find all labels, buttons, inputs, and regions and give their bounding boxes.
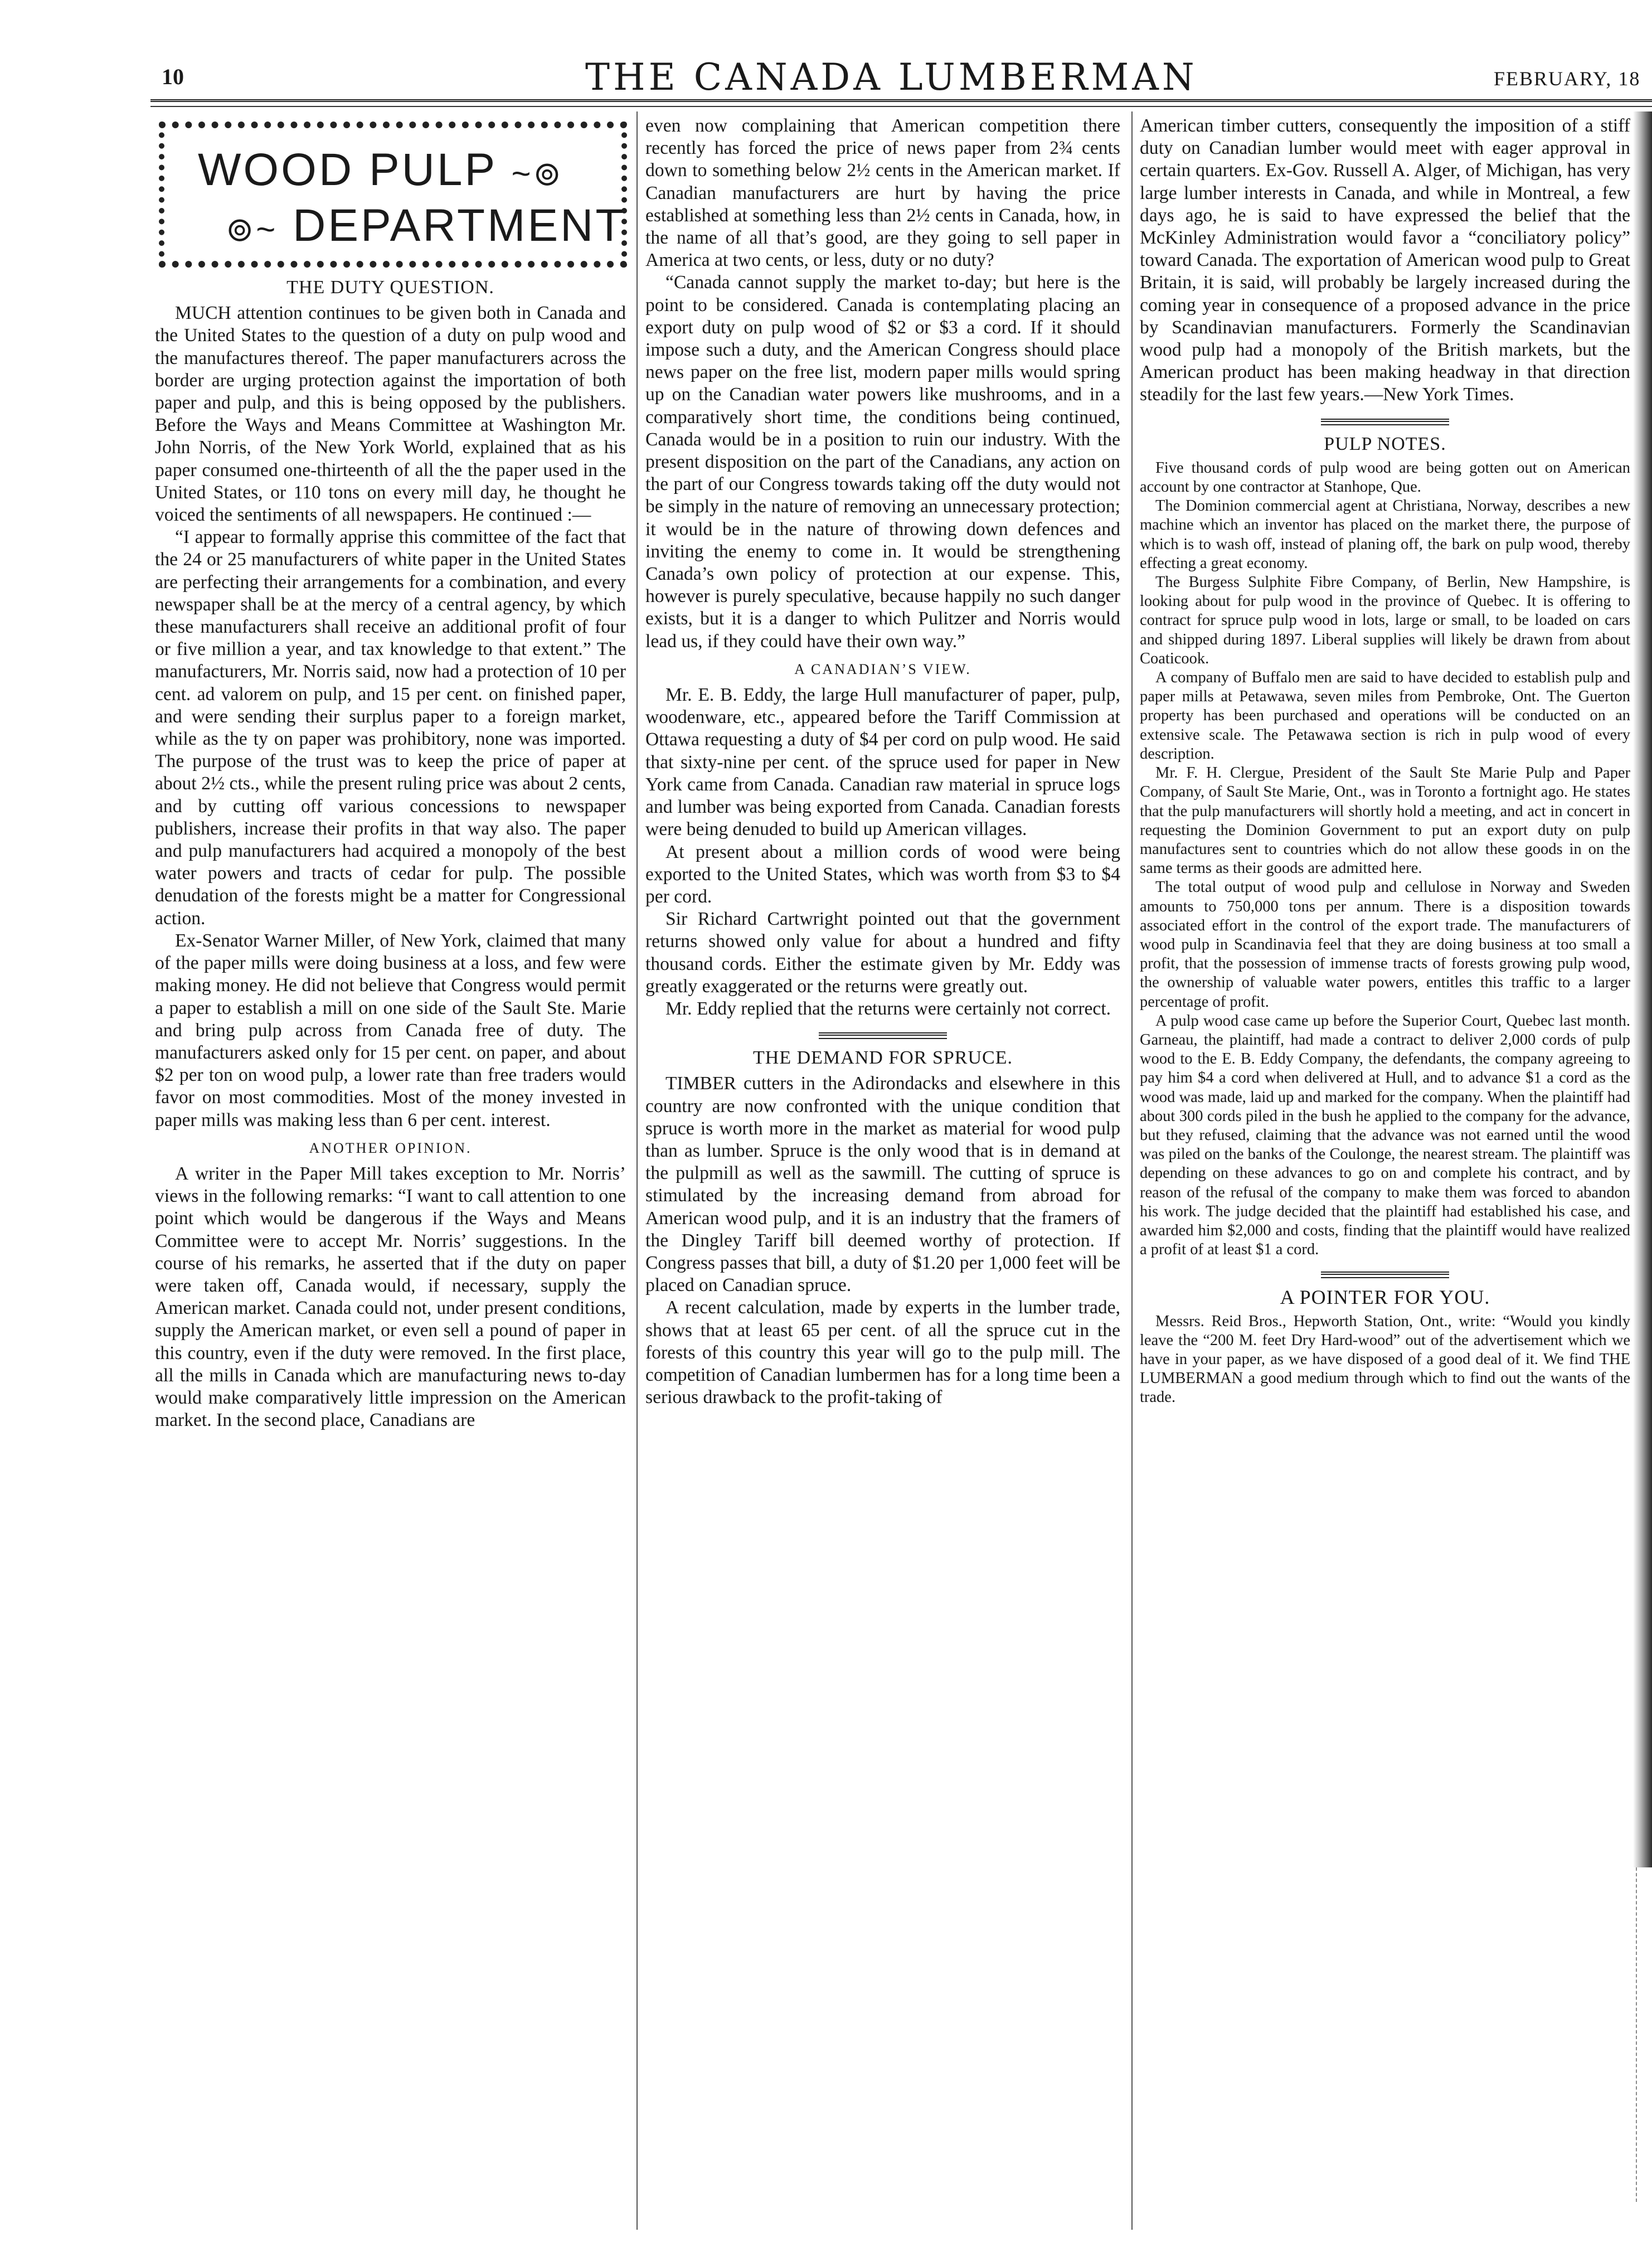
section-separator bbox=[1321, 419, 1449, 425]
column-rule-2 bbox=[1131, 111, 1133, 2230]
paragraph: MUCH attention continues to be given both in Canada and the United States to the question of a duty on pulp wood and the manufactures thereof. The paper manufacturers across the border are urging protection against the importation of both paper and pulp, and this is being opposed by the publishers. Before the Ways and Means Committee at Washington Mr. John Norris, of the New York World, explained that as his paper consumed one-thirteenth of all the the paper used in the United States, or 110 tons on every mill day, he thought he voiced the sentiments of all newspapers. He continued :— bbox=[155, 303, 626, 526]
masthead-rule bbox=[150, 99, 1652, 102]
department-title-line2: DEPARTMENT bbox=[293, 200, 626, 251]
article-heading-pulp-notes: PULP NOTES. bbox=[1324, 433, 1446, 454]
list-item: A pulp wood case came up before the Superior Court, Quebec last month. Garneau, the plaintiff, had made a contract to deliver 2,000 cords of pulp wood to the E. B. Eddy Company, the defendants, the company agreeing to pay him $4 a cord when delivered at Hull, and to advance $1 a cord as the wood was made, laid up and marked for the company. When the plaintiff had about 300 cords piled in the bush he applied to the company for the advance, but they refused, claiming that the advance was not earned until the wood was piled on the banks of the Coulonge, the nearest stream. The plaintiff was depending on these advances to go on and complete his contract, and by reason of the refusal of the company to make them was forced to abandon his work. The judge decided that the plaintiff had established his case, and awarded him $2,000 and costs, finding that the plaintiff would have realized a profit of at least $1 a cord. bbox=[1140, 1012, 1630, 1259]
page-edge-shadow bbox=[1633, 111, 1652, 1867]
pulp-notes-list bbox=[1140, 459, 1630, 1260]
section-separator bbox=[1321, 1272, 1449, 1278]
article-heading-duty-question: THE DUTY QUESTION. bbox=[286, 277, 494, 298]
paragraph: “I appear to formally apprise this committee of the fact that the 24 or 25 manufacturers of white paper in the United States are perfecting their arrangements for a combination, and every newspaper shall be at the mercy of a central agency, by which these manufacturers shall receive an additional profit of four or five million a year, and tax knowledge to that extent.” The manufacturers, Mr. Norris said, now had a protection of 10 per cent. ad valorem on pulp, and 15 per cent. on finished paper, and were sending their surplus paper to a foreign market, while as the ty on paper was prohibitory, none was imported. The purpose of the trust was to keep the price of paper at about 2½ cts., while the present ruling price was about 2 cents, and by cutting off various concessions to newspaper publishers, increase their profits in that way also. The paper and pulp manufacturers had acquired a monopoly of the best water powers and tracts of cedar for pulp. The possible denudation of the forests might be a matter for Congressional action. bbox=[155, 527, 626, 929]
page-number: 10 bbox=[162, 64, 184, 89]
list-item: A company of Buffalo men are said to have decided to establish pulp and paper mills at Petawawa, seven miles from Pembroke, Ont. The Guerton property has been purchased and operations will be conducted on an extensive scale. The Petawawa section is rich in pulp wood of every description. bbox=[1140, 669, 1630, 763]
subheading-canadians-view: A CANADIAN’S VIEW. bbox=[794, 661, 971, 677]
list-item: The Dominion commercial agent at Christiana, Norway, describes a new machine which an inventor has placed on the market there, the purpose of which is to wash off, instead of planing off, the bark on pulp wood, thereby effecting a great economy. bbox=[1140, 497, 1630, 572]
paragraph: even now complaining that American competition there recently has forced the price of news paper from 2¾ cents down to something below 2½ cents in the American market. If Canadian manufacturers are hurt by having the price established at something less than 2½ cents in Canada, how, in the name of all that’s good, are they going to sell paper in America at two cents, or less, duty or no duty? bbox=[645, 115, 1120, 271]
paragraph: Messrs. Reid Bros., Hepworth Station, Ont., write: “Would you kindly leave the “200 M. feet Dry Hard-wood” out of the advertisement which we have in your paper, as we have disposed of a good deal of it. We find THE LUMBERMAN a good medium through which to find out the wants of the trade. bbox=[1140, 1312, 1630, 1406]
list-item: The total output of wood pulp and cellulose in Norway and Sweden amounts to 750,000 tons per annum. There is a disposition towards associated effort in the control of the export trade. The manufacturers of wood pulp in Scandinavia feel that they are doing business at too small a profit, that the possession of immense tracts of forests growing pulp wood, the ownership of valuable water powers, entitles this traffic to a larger percentage of profit. bbox=[1140, 879, 1630, 1011]
paragraph: TIMBER cutters in the Adirondacks and elsewhere in this country are now confronted with the unique condition that spruce is worth more in the market as material for wood pulp than as lumber. Spruce is the only wood that is in demand at the pulpmill as well as the sawmill. The cutting of spruce is stimulated by the increasing demand from abroad for American wood pulp, and it is an industry that the framers of the Dingley Tariff bill deemed worthy of protection. If Congress passes that bill, a duty of $1.20 per 1,000 feet will be placed on Canadian spruce. bbox=[645, 1073, 1120, 1296]
column-2 bbox=[645, 115, 1120, 1409]
article-heading-pointer-for-you: A POINTER FOR YOU. bbox=[1280, 1286, 1490, 1309]
paragraph: Mr. E. B. Eddy, the large Hull manufacturer of paper, pulp, woodenware, etc., appeared before the Tariff Commission at Ottawa requesting a duty of $4 per cord on pulp wood. He said that sixty-nine per cent. of the spruce used for paper in New York came from Canada. Canadian raw material in spruce logs and lumber was being exported from Canada. Canadian forests were being denuded to build up American villages. bbox=[645, 685, 1120, 840]
paragraph: At present about a million cords of wood were being exported to the United States, which was worth from $3 to $4 per cord. bbox=[645, 841, 1120, 907]
flourish-ornament-left: ⊚~ bbox=[226, 211, 278, 248]
masthead bbox=[150, 56, 1652, 100]
masthead-rule-thin bbox=[150, 106, 1652, 107]
list-item: Five thousand cords of pulp wood are being gotten out on American account by one contractor at Stanhope, Que. bbox=[1140, 459, 1630, 496]
paragraph: “Canada cannot supply the market to-day; but here is the point to be considered. Canada is contemplating placing an export duty on pulp wood of $2 or $3 a cord. If it should impose such a duty, and the American Congress should place news paper on the free list, modern paper mills would spring up on the Canadian water powers like mushrooms, and in a comparatively short time, the conditions being continued, Canada would be in a position to ruin our industry. With the present disposition on the part of the Canadians, any action on the part of our Congress towards taking off the duty would not be simply in the nature of removing an unnecessary protection; it would be in the nature of throwing down defences and inviting the enemy to come in. It would be strengthening Canada’s own policy of protection at our expense. This, however is purely speculative, because happily no such danger exists, but it is a danger to which Pulitzer and Norris would lead us, if they could have their own way.” bbox=[645, 272, 1120, 652]
flourish-ornament-right: ~⊚ bbox=[511, 155, 563, 192]
paper-title: THE CANADA LUMBERMAN bbox=[585, 56, 1198, 99]
paragraph: A recent calculation, made by experts in the lumber trade, shows that at least 65 per cent. of all the spruce cut in the forests of this country this year will go to the pulp mill. The competition of Canadian lumbermen has for a long time been a serious drawback to the profit-taking of bbox=[645, 1297, 1120, 1408]
issue-date: FEBRUARY, 18 bbox=[1494, 67, 1641, 90]
paragraph: American timber cutters, consequently the imposition of a stiff duty on Canadian lumber would meet with eager approval in certain quarters. Ex-Gov. Russell A. Alger, of Michigan, has very large lumber interests in Canada, and while in Montreal, a few days ago, he is said to have expressed the belief that the McKinley Administration would favor a “conciliatory policy” toward Canada. The exportation of American wood pulp to Great Britain, it is said, will probably be largely increased during the coming year in consequence of a proposed advance in the price by Scandinavian manufacturers. Formerly the Scandinavian wood pulp had a monopoly of the British markets, but the American product has been making headway in that direction steadily for the last few years.—New York Times. bbox=[1140, 115, 1630, 405]
list-item: The Burgess Sulphite Fibre Company, of Berlin, New Hampshire, is looking about for pulp wood in the province of Quebec. It is offering to contract for spruce pulp wood in lots, large or small, to be loaded on cars and shipped during 1897. Liberal supplies will likely be drawn from about Coaticook. bbox=[1140, 574, 1630, 667]
department-title-line1: WOOD PULP bbox=[198, 144, 497, 195]
column-rule-1 bbox=[636, 111, 638, 2230]
paragraph: Ex-Senator Warner Miller, of New York, claimed that many of the paper mills were doing business at a loss, and few were making money. He did not believe that Congress would permit a paper to establish a mill on one side of the Sault Ste. Marie and bring pulp across from Canada free of duty. The manufacturers asked only for 15 per cent. on paper, and about $2 per ton on wood pulp, a lower rate than free traders would favor on most commodities. Most of the money invested in paper mills was making less than 6 per cent. interest. bbox=[155, 930, 626, 1130]
section-separator bbox=[819, 1032, 947, 1039]
list-item: Mr. F. H. Clergue, President of the Sault Ste Marie Pulp and Paper Company, of Sault Ste Marie, Ont., was in Toronto a fortnight ago. He states that the pulp manufacturers will shortly hold a meeting, and act in concert in requesting the Dominion Government to put an export duty on pulp manufactures sent to countries which do not allow these goods in on the same terms as their goods are admitted here. bbox=[1140, 764, 1630, 877]
column-1 bbox=[155, 272, 626, 1431]
paragraph: A writer in the Paper Mill takes exception to Mr. Norris’ views in the following remarks: “I want to call attention to one point which would be dangerous if the Ways and Means Committee were to accept Mr. Norris’ suggestions. In the course of his remarks, he asserted that if the duty on paper were taken off, Canada would, if necessary, supply the American market. Canada could not, under present conditions, supply the American market, or even sell a pound of paper in this country, even if the duty were removed. In the first place, all the mills in Canada which are manufacturing news to-day would make comparatively little impression on the American market. In the second place, Canadians are bbox=[155, 1163, 626, 1431]
paragraph: Mr. Eddy replied that the returns were certainly not correct. bbox=[665, 998, 1111, 1019]
paragraph: Sir Richard Cartwright pointed out that the government returns showed only value for about a hundred and fifty thousand cords. Either the estimate given by Mr. Eddy was greatly exaggerated or the returns were greatly out. bbox=[645, 909, 1120, 997]
page-edge-specks bbox=[1636, 1867, 1643, 2202]
department-box bbox=[159, 122, 627, 268]
column-3 bbox=[1140, 115, 1630, 1408]
subheading-another-opinion: ANOTHER OPINION. bbox=[309, 1139, 472, 1156]
article-heading-demand-for-spruce: THE DEMAND FOR SPRUCE. bbox=[753, 1047, 1013, 1069]
